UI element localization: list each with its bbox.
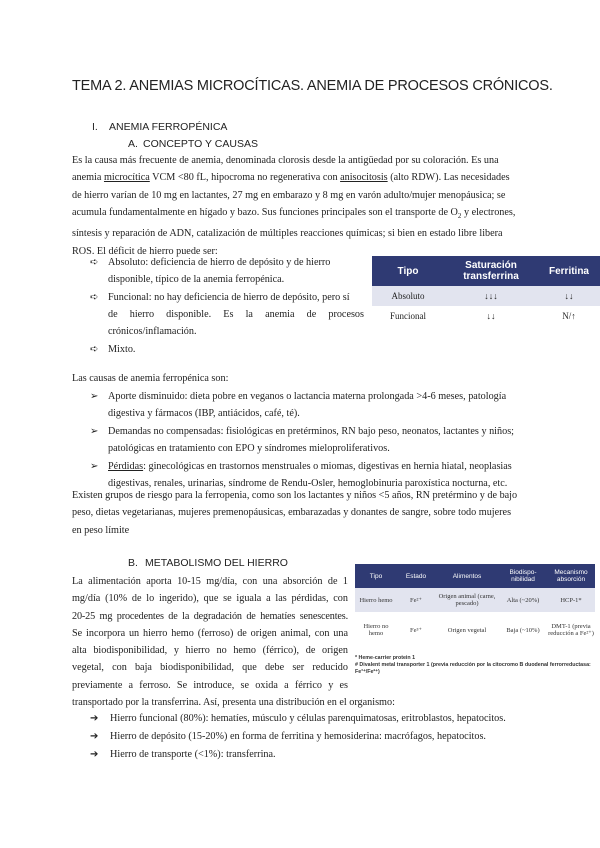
table-header: Tipo	[372, 256, 444, 286]
causes-intro: Las causas de anemia ferropénica son:	[72, 373, 229, 384]
table-header: Biodispo-nibilidad	[499, 564, 547, 588]
iron-deficit-table	[372, 256, 600, 326]
table-row: Hierro hemo Fe²⁺ Origen animal (carne, pescado) Alta (~20%) HCP-1*	[355, 588, 595, 612]
list-item: ➔ Hierro funcional (80%): hematíes, músculo y células parenquimatosas, eritroblastos, hepatocitos.	[90, 713, 506, 724]
deficit-list	[90, 254, 364, 358]
table-row: Funcional ↓↓ N/↑	[390, 311, 576, 321]
table-header: Alimentos	[435, 564, 499, 588]
metabolism-paragraph-end: transportado por la transferrina. Así, presenta una distribución en el organismo:	[72, 697, 395, 708]
paragraph-intro: Es la causa más frecuente de anemia, denominada clorosis desde la antigüedad por su coloración. Es una anemia microcítica VCM <80 fL, hipocroma no regenerativa con anisocitosis (alto RDW). Las necesidades de hierro varían de 10 mg en lactantes, 27 mg en embarazo y 8 mg en varón adulto/mujer menopáusica; se acumula fundamentalmente en hígado y bazo. Sus funciones principales son el transporte de $O_2$ y electrones, síntesis y reparación de ADN, catalización de múltiples reacciones químicas; si bien en estado libre libera ROS. El déficit de hierro puede ser:	[72, 155, 516, 257]
table-footnotes: * Heme-carrier protein 1 # Divalent metal transporter 1 (previa reducción por la citocromo B duodenal ferrorreductasa: Fe³⁺/Fe²⁺)	[355, 655, 591, 675]
table-header: Saturación transferrina	[444, 256, 538, 286]
page-title: TEMA 2. ANEMIAS MICROCÍTICAS. ANEMIA DE PROCESOS CRÓNICOS.	[72, 78, 553, 94]
risk-paragraph: Existen grupos de riesgo para la ferropenia, como son los lactantes y niños <5 años, RN pretérmino y de bajo peso, dietas vegetarianas, mujeres premenopáusicas, embarazadas y donantes de sangre, sobre todo mujeres en peso límite	[72, 490, 518, 536]
list-item: ➢ Pérdidas: ginecológicas en trastornos menstruales o miomas, digestivas en hernia hiatal, neoplasias digestivas, renales, urinarias, síndrome de Rendu-Osler, hemoglobinuria paroxística nocturna, etc.	[90, 461, 512, 489]
section-heading: ANEMIA FERROPÉNICA	[109, 121, 228, 133]
causes-list	[90, 388, 530, 492]
subsection-heading-a: CONCEPTO Y CAUSAS	[143, 138, 258, 150]
list-item: ➢ Demandas no compensadas: fisiológicas en pretérminos, RN bajo peso, neonatos, lactantes y niños; patológicas en tratamiento con EPO y síndromes mieloproliferativos.	[90, 426, 514, 454]
metabolism-paragraph: La alimentación aporta 10-15 mg/día, con una absorción de 1 mg/día (10% de lo ingerido), que se iguala a las pérdidas, con 20-25 mg procedentes de la degradación de hematíes senescentes. Se incorpora un hierro hemo (ferroso) de origen animal, con una alta biodisponibilidad, y hierro no hemo (férrico), de origen vegetal, con baja biodisponibilidad, que debe ser reducido previamente a ferroso. Se introduce, se oxida a férrico y es	[72, 576, 348, 691]
distribution-list	[90, 710, 530, 763]
table-row: Absoluto ↓↓↓ ↓↓	[372, 286, 600, 306]
table-row: Hierro no hemo Fe³⁺ Origen vegetal Baja (~10%) DMT-1 (previa reducción a Fe²⁺)	[363, 623, 594, 637]
section-number: I.	[92, 121, 98, 133]
table-header: Estado	[397, 564, 435, 588]
table-header: Tipo	[355, 564, 397, 588]
subsection-number-a: A.	[128, 138, 138, 150]
list-item: ➢ Aporte disminuido: dieta pobre en veganos o lactancia materna prolongada >4-6 meses, patología digestiva y fármacos (IBP, antiácidos, café, té).	[90, 391, 507, 419]
table-header: Ferritina	[538, 256, 600, 286]
subsection-heading-b: METABOLISMO DEL HIERRO	[145, 557, 288, 569]
list-item: ➔ Hierro de depósito (15-20%) en forma de ferritina y hemosiderina: macrófagos, hepatocitos.	[90, 731, 486, 742]
list-item: ➪ Mixto.	[90, 344, 136, 355]
list-item: ➪ Absoluto: deficiencia de hierro de depósito y de hierro disponible, típico de la anemia ferropénica.	[90, 257, 331, 285]
table-header: Mecanismo absorción	[547, 564, 595, 588]
iron-types-table	[355, 564, 595, 648]
list-item: ➪ Funcional: no hay deficiencia de hierro de depósito, pero sí de hierro disponible. Es la anemia de procesos crónicos/inflamación.	[90, 292, 364, 337]
list-item: ➔ Hierro de transporte (<1%): transferrina.	[90, 749, 276, 760]
subsection-number-b: B.	[128, 557, 138, 569]
